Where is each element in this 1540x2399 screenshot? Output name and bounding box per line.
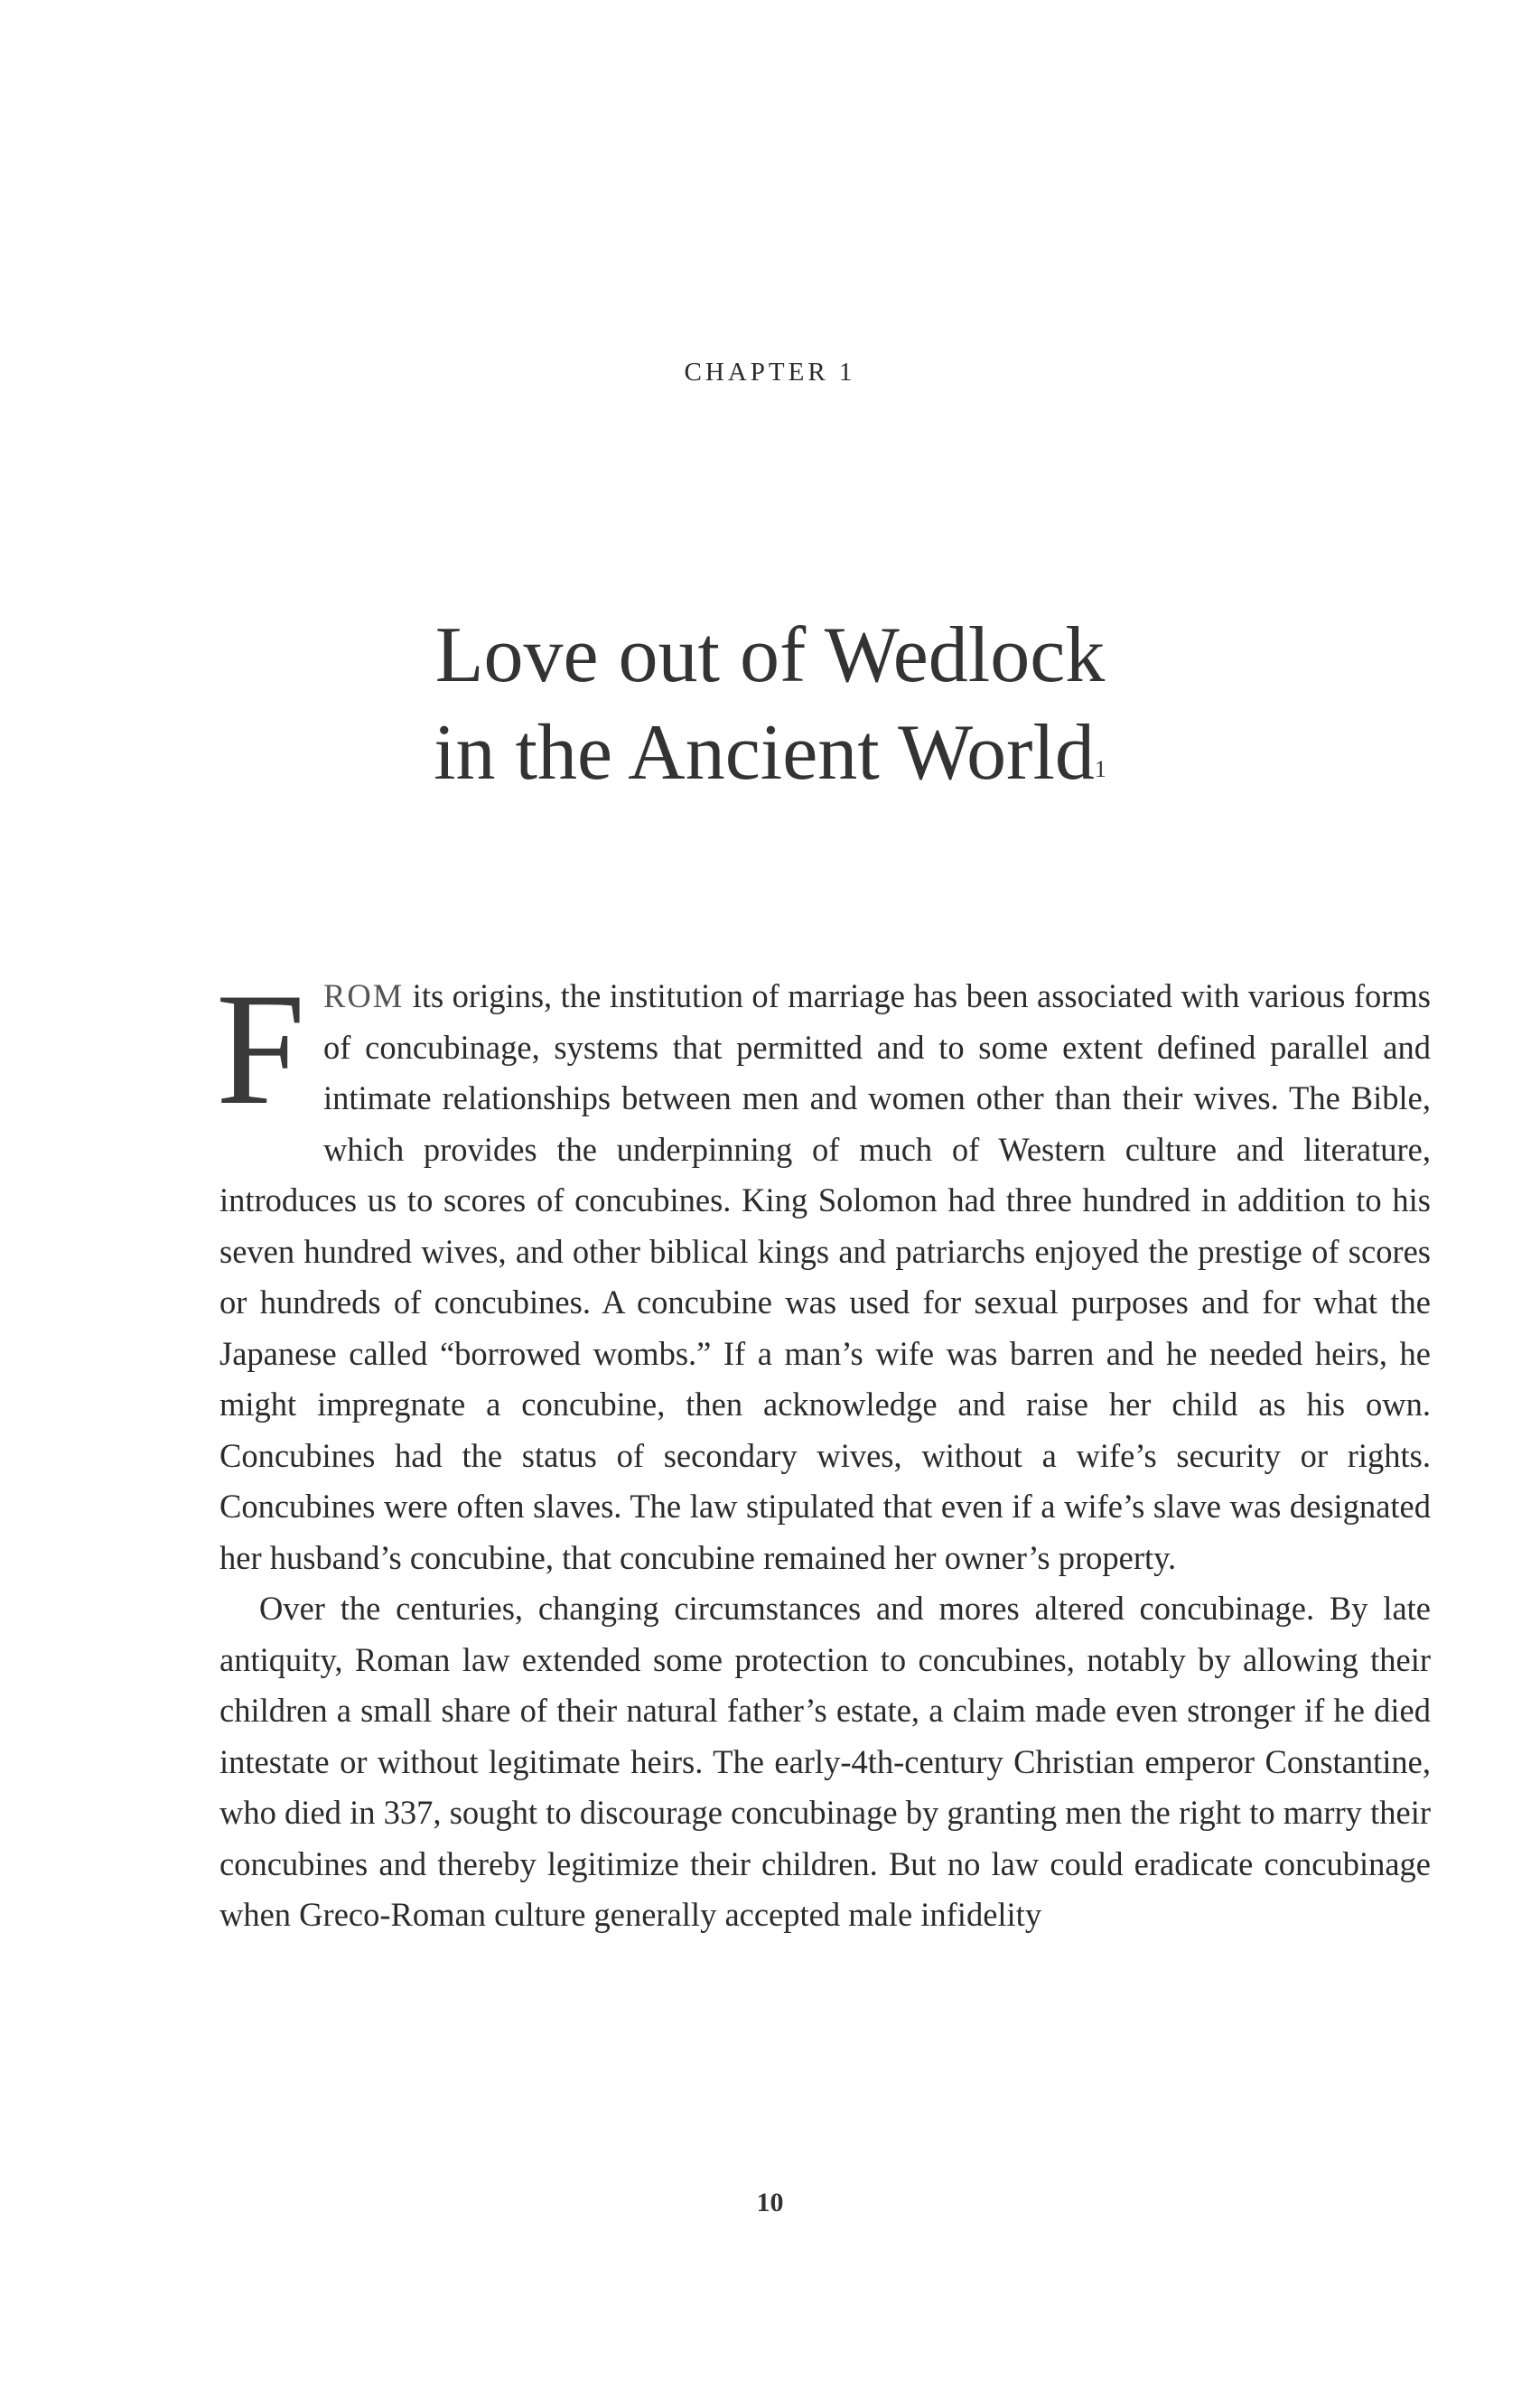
paragraph-1-text: its origins, the institution of marriage has been associated with various forms of concubinage, systems that permitted and to some extent defined parallel and intimate relationships between men and women other than their wives. The Bible, which provides the underpinning of much of Western culture and literature, introduces us to scores of concubines. King Solomon had three hundred in addition to his seven hundred wives, and other biblical kings and patriarchs enjoyed the prestige of scores or hundreds of concubines. A concubine was used for sexual purposes and for what the Japanese called “borrowed wombs.” If a man’s wife was barren and he needed heirs, he might impregnate a concubine, then acknowledge and raise her child as his own. Concubines had the status of secondary wives, without a wife’s security or rights. Concubines were often slaves. The law stipulated that even if a wife’s slave was designated her husband’s concubine, that concubine remained her owner’s property. — [219, 977, 1431, 1576]
opening-small-caps: ROM — [323, 977, 405, 1014]
chapter-title — [0, 607, 1540, 802]
paragraph-1 — [216, 959, 1431, 1583]
chapter-title-line-2 — [0, 705, 1540, 802]
opening-words — [323, 977, 404, 1014]
chapter-label: CHAPTER 1 — [684, 358, 856, 387]
chapter-body — [216, 959, 1431, 1941]
drop-cap: F — [216, 959, 305, 1138]
chapter-title-line-2-text: in the Ancient World — [434, 709, 1095, 797]
paragraph-2: Over the centuries, changing circumstances and mores altered concubinage. By late antiquity, Roman law extended some protection to concubines, notably by allowing their children a small share of their natural father’s estate, a claim made even stronger if he died intestate or without legitimate heirs. The early-4th-century Christian emperor Constantine, who died in 337, sought to discourage concubinage by granting men the right to marry their concubines and thereby legitimize their children. But no law could eradicate concubinage when Greco-Roman culture generally accepted male infidelity — [219, 1590, 1431, 1933]
footnote-reference[interactable]: 1 — [1094, 756, 1106, 782]
page-number: 10 — [756, 2188, 784, 2217]
chapter-title-line-1: Love out of Wedlock — [434, 611, 1106, 699]
